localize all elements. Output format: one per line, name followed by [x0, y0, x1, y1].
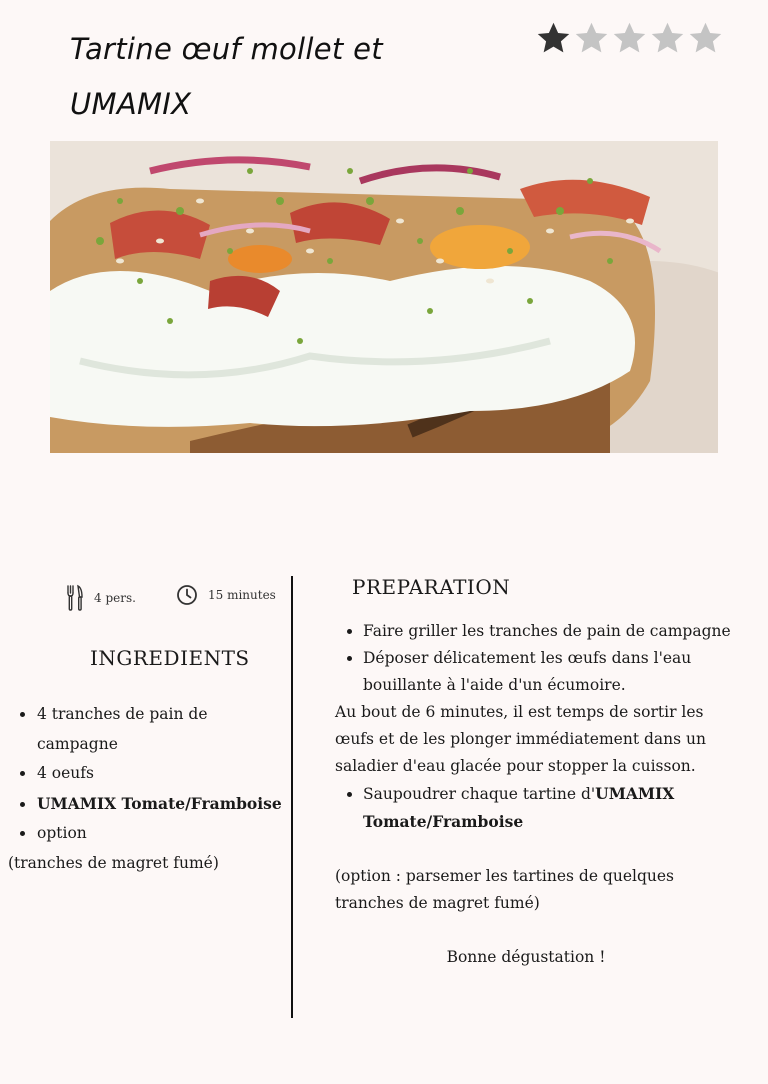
closing-text: Bonne dégustation !: [446, 948, 606, 966]
prep-step: [363, 780, 735, 836]
recipe-photo: [50, 141, 718, 453]
prep-step: • Faire griller les tranches de pain de campagne: [363, 618, 735, 645]
ingredient-umamix: UMAMIX Tomate/Framboise: [37, 793, 282, 813]
star-icon[interactable]: [687, 20, 724, 57]
ingredient-item: • 4 tranches de pain de campagne: [36, 700, 288, 759]
servings-value: 4 pers.: [94, 591, 136, 605]
fork-knife-icon: [66, 584, 84, 612]
star-icon[interactable]: [573, 20, 610, 57]
prep-step: • Déposer délicatement les œufs dans l'eau bouillante à l'aide d'un écumoire.: [363, 645, 735, 699]
prep-step3-text: Saupoudrer chaque tartine d': [363, 785, 596, 803]
ingredient-item: • option: [36, 819, 288, 849]
ingredients-heading: INGREDIENTS: [90, 646, 250, 670]
star-rating[interactable]: [535, 20, 724, 57]
servings-info: [66, 584, 136, 612]
ingredient-item: • 4 oeufs: [36, 759, 288, 789]
star-icon[interactable]: [649, 20, 686, 57]
clock-icon: [176, 584, 198, 606]
time-info: [176, 584, 276, 606]
prep-option-note: (option : parsemer les tartines de quelques tranches de magret fumé): [335, 867, 674, 912]
prep-paragraph: Au bout de 6 minutes, il est temps de sortir les œufs et de les plonger immédiatement dans un saladier d'eau glacée pour stopper la cuisson.: [335, 703, 706, 775]
food-photo: [50, 141, 718, 453]
star-icon[interactable]: [535, 20, 572, 57]
ingredient-item: [36, 789, 288, 820]
prep-step3-umamix: UMAMIX Tomate/Framboise: [363, 784, 675, 831]
ingredient-option-note: (tranches de magret fumé): [8, 853, 219, 872]
preparation-heading: PREPARATION: [352, 575, 511, 599]
ingredients-list: [8, 700, 288, 878]
column-divider: [291, 576, 293, 1018]
time-value: 15 minutes: [208, 588, 276, 602]
preparation-steps: [335, 618, 735, 971]
star-icon[interactable]: [611, 20, 648, 57]
title-line-1: Tartine œuf mollet et UMAMIX: [70, 32, 383, 121]
